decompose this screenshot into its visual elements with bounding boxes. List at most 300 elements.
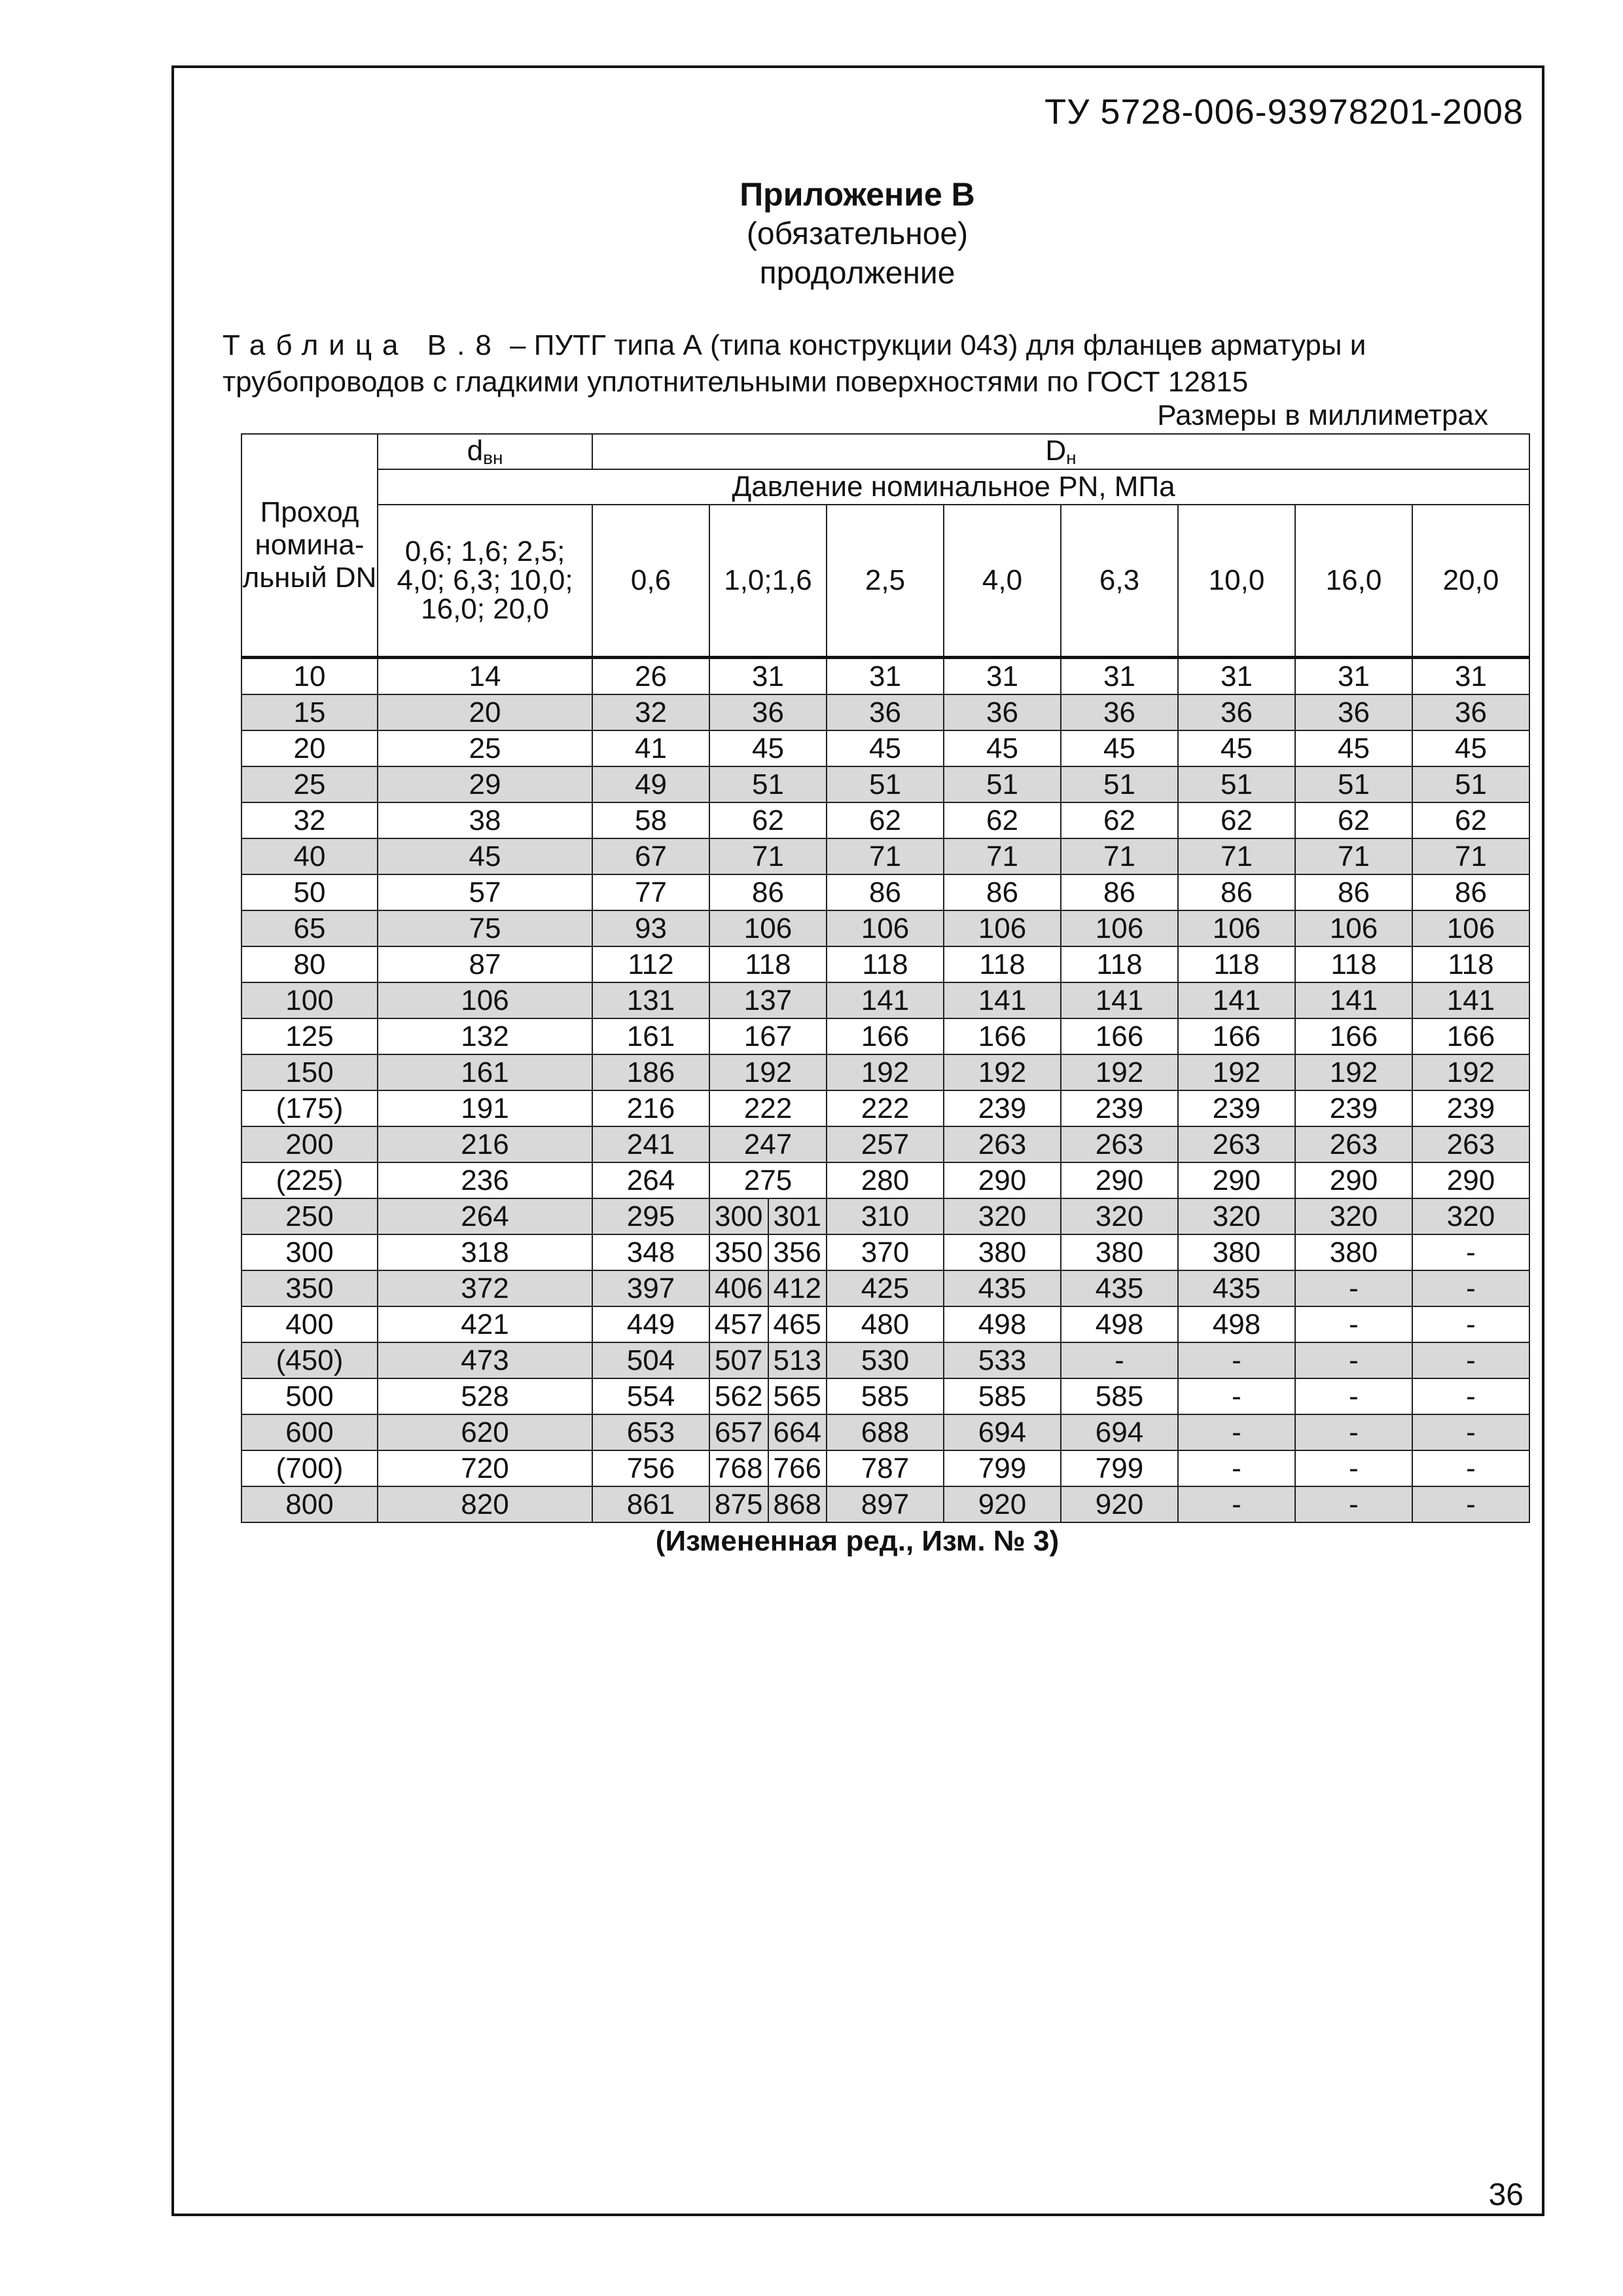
table-cell: (175) [241, 1090, 378, 1126]
table-cell: - [1178, 1414, 1295, 1450]
table-cell: 118 [1295, 946, 1412, 982]
page-number: 36 [1488, 2178, 1524, 2212]
table-cell: 504 [592, 1342, 709, 1378]
header-pn: 4,0 [944, 505, 1061, 658]
table-row [241, 1126, 1529, 1162]
units-note: Размеры в миллиметрах [1157, 399, 1488, 431]
table-cell: 62 [1178, 802, 1295, 838]
header-dn: Проход номина-льный DN [241, 434, 378, 658]
table-cell: 192 [827, 1054, 944, 1090]
table-cell: 150 [241, 1054, 378, 1090]
table-cell: 820 [378, 1486, 592, 1522]
split-cell-value: 457 [710, 1307, 769, 1342]
table-row [241, 1234, 1529, 1270]
split-cell [710, 1271, 826, 1306]
table-cell: 87 [378, 946, 592, 982]
table-cell: 86 [1412, 874, 1529, 910]
table-cell: 799 [1061, 1450, 1178, 1486]
table-cell: - [1295, 1378, 1412, 1414]
table-cell: 65 [241, 910, 378, 946]
table-cell: 29 [378, 766, 592, 802]
table-cell: 920 [944, 1486, 1061, 1522]
table-cell: 530 [827, 1342, 944, 1378]
table-cell: 320 [1061, 1198, 1178, 1234]
table-cell: 421 [378, 1306, 592, 1342]
table-cell: 118 [1178, 946, 1295, 982]
table-cell: 372 [378, 1270, 592, 1306]
table-cell: 694 [944, 1414, 1061, 1450]
table-cell: 41 [592, 730, 709, 766]
table-cell: 350 [241, 1270, 378, 1306]
table-cell: 166 [1295, 1018, 1412, 1054]
table-cell: 318 [378, 1234, 592, 1270]
table-cell: 62 [944, 802, 1061, 838]
table-cell: 320 [1412, 1198, 1529, 1234]
table-cell [709, 1198, 827, 1234]
header-pn: 0,6 [592, 505, 709, 658]
header-pn: 6,3 [1061, 505, 1178, 658]
table-cell: 125 [241, 1018, 378, 1054]
table-cell: 192 [944, 1054, 1061, 1090]
table-cell [709, 1486, 827, 1522]
table-cell: 192 [1295, 1054, 1412, 1090]
table-cell: 166 [827, 1018, 944, 1054]
table-cell: 191 [378, 1090, 592, 1126]
document-code: ТУ 5728-006-93978201-2008 [1044, 92, 1524, 132]
table-cell: 192 [709, 1054, 827, 1090]
table-cell: 31 [827, 658, 944, 695]
table-cell: 585 [827, 1378, 944, 1414]
table-cell: 167 [709, 1018, 827, 1054]
table-cell: 528 [378, 1378, 592, 1414]
table-cell [709, 1450, 827, 1486]
table-cell: 380 [944, 1234, 1061, 1270]
table-cell: 897 [827, 1486, 944, 1522]
table-cell: 86 [944, 874, 1061, 910]
table-cell: 186 [592, 1054, 709, 1090]
table-cell: 166 [1178, 1018, 1295, 1054]
table-cell: 51 [1178, 766, 1295, 802]
header-dvn-main: d [467, 435, 484, 467]
table-cell: - [1412, 1486, 1529, 1522]
table-cell: (700) [241, 1450, 378, 1486]
header-dvn [378, 434, 592, 469]
table-cell: (225) [241, 1162, 378, 1198]
table-cell: 14 [378, 658, 592, 695]
table-cell: 500 [241, 1378, 378, 1414]
table-cell: - [1412, 1450, 1529, 1486]
table-cell: 290 [1412, 1162, 1529, 1198]
table-cell: 36 [827, 694, 944, 730]
table-cell: 239 [1178, 1090, 1295, 1126]
table-cell: 51 [709, 766, 827, 802]
table-cell: 45 [1061, 730, 1178, 766]
table-body [241, 658, 1529, 1523]
table-cell: 756 [592, 1450, 709, 1486]
table-cell: 106 [944, 910, 1061, 946]
table-title: – ПУТГ типа А (типа конструкции 043) для фланцев арматуры и трубопроводов с гладкими уплотнительными поверхностями по ГОСТ 12815 [223, 329, 1366, 398]
split-cell-value: 562 [710, 1379, 769, 1414]
table-row [241, 1162, 1529, 1198]
split-cell-value: 513 [773, 1344, 821, 1376]
table-cell: 295 [592, 1198, 709, 1234]
table-cell: 533 [944, 1342, 1061, 1378]
table-cell: 67 [592, 838, 709, 874]
table-row [241, 1306, 1529, 1342]
table-cell: 58 [592, 802, 709, 838]
table-cell: 32 [592, 694, 709, 730]
header-dn-outer-sub: н [1066, 448, 1077, 468]
table-cell: 280 [827, 1162, 944, 1198]
header-pn: 1,0;1,6 [709, 505, 827, 658]
table-cell: 20 [378, 694, 592, 730]
table-cell: 787 [827, 1450, 944, 1486]
table-row [241, 1018, 1529, 1054]
table-row [241, 910, 1529, 946]
table-cell: 310 [827, 1198, 944, 1234]
table-row [241, 982, 1529, 1018]
table-cell: 264 [378, 1198, 592, 1234]
split-cell-value: 350 [710, 1235, 769, 1270]
table-row [241, 1198, 1529, 1234]
table-cell: 51 [827, 766, 944, 802]
table-cell: - [1295, 1342, 1412, 1378]
table-cell: 31 [1178, 658, 1295, 695]
table-cell: 45 [378, 838, 592, 874]
table-cell: 45 [1295, 730, 1412, 766]
table-cell: 620 [378, 1414, 592, 1450]
table-cell: 400 [241, 1306, 378, 1342]
table-cell: 435 [944, 1270, 1061, 1306]
table-cell: 71 [944, 838, 1061, 874]
table-cell: 36 [944, 694, 1061, 730]
table-cell: 800 [241, 1486, 378, 1522]
table-cell: 498 [1061, 1306, 1178, 1342]
table-cell: 49 [592, 766, 709, 802]
table-cell: 80 [241, 946, 378, 982]
table-row [241, 1270, 1529, 1306]
table-cell: 250 [241, 1198, 378, 1234]
table-row [241, 694, 1529, 730]
table-cell: (450) [241, 1342, 378, 1378]
table-cell: 51 [1295, 766, 1412, 802]
table-cell: 290 [1295, 1162, 1412, 1198]
table-cell: 118 [1412, 946, 1529, 982]
split-cell-value: 507 [710, 1343, 769, 1378]
split-cell-value: 412 [773, 1272, 821, 1304]
table-cell: 600 [241, 1414, 378, 1450]
table-cell: 141 [1412, 982, 1529, 1018]
table-cell: 166 [1061, 1018, 1178, 1054]
table-cell: 45 [827, 730, 944, 766]
split-cell-value: 766 [773, 1452, 821, 1484]
table-cell: - [1178, 1342, 1295, 1378]
table-cell: 31 [1061, 658, 1178, 695]
table-cell: - [1295, 1306, 1412, 1342]
table-cell: 290 [1061, 1162, 1178, 1198]
table-cell: 257 [827, 1126, 944, 1162]
table-cell: 62 [1412, 802, 1529, 838]
table-cell: 31 [1295, 658, 1412, 695]
gasket-table [241, 433, 1530, 1523]
table-cell: 45 [1412, 730, 1529, 766]
table-cell: 161 [592, 1018, 709, 1054]
table-cell: 290 [1178, 1162, 1295, 1198]
split-cell-value: 465 [773, 1308, 821, 1340]
table-cell: 264 [592, 1162, 709, 1198]
split-cell [710, 1199, 826, 1234]
table-cell: 222 [709, 1090, 827, 1126]
split-cell [710, 1307, 826, 1342]
table-cell: 131 [592, 982, 709, 1018]
table-cell: - [1412, 1414, 1529, 1450]
table-caption [223, 327, 1499, 401]
table-cell: 449 [592, 1306, 709, 1342]
table-cell: 263 [1412, 1126, 1529, 1162]
table-cell: - [1295, 1414, 1412, 1450]
table-cell: 247 [709, 1126, 827, 1162]
table-cell: 380 [1178, 1234, 1295, 1270]
table-cell: 20 [241, 730, 378, 766]
split-cell-value: 664 [773, 1416, 821, 1448]
appendix-status: (обязательное) [746, 217, 969, 251]
table-cell: 694 [1061, 1414, 1178, 1450]
table-cell: 300 [241, 1234, 378, 1270]
table-cell: - [1295, 1270, 1412, 1306]
appendix-continuation: продолжение [759, 256, 955, 291]
table-row [241, 802, 1529, 838]
table-cell: 192 [1412, 1054, 1529, 1090]
table-cell: 275 [709, 1162, 827, 1198]
table-cell: 435 [1178, 1270, 1295, 1306]
table-cell: 799 [944, 1450, 1061, 1486]
table-cell: 585 [944, 1378, 1061, 1414]
header-pressure: Давление номинальное PN, МПа [378, 469, 1529, 505]
split-cell-value: 301 [773, 1200, 821, 1232]
table-cell: 141 [1178, 982, 1295, 1018]
table-cell: 166 [944, 1018, 1061, 1054]
table-cell: 71 [1061, 838, 1178, 874]
table-cell: 263 [1295, 1126, 1412, 1162]
table-cell [709, 1378, 827, 1414]
table-cell: 132 [378, 1018, 592, 1054]
table-cell: 239 [1061, 1090, 1178, 1126]
header-dn-outer [592, 434, 1529, 469]
table-cell: 93 [592, 910, 709, 946]
table-cell: 25 [241, 766, 378, 802]
table-cell: - [1412, 1378, 1529, 1414]
table-cell: 239 [944, 1090, 1061, 1126]
table-cell: 118 [827, 946, 944, 982]
table-cell: 62 [1295, 802, 1412, 838]
split-cell-value: 406 [710, 1271, 769, 1306]
header-pn: 20,0 [1412, 505, 1529, 658]
split-cell [710, 1415, 826, 1450]
table-cell: 106 [1295, 910, 1412, 946]
table-cell [709, 1306, 827, 1342]
table-cell: 425 [827, 1270, 944, 1306]
table-cell: 71 [1178, 838, 1295, 874]
table-cell: - [1412, 1270, 1529, 1306]
table-row [241, 1378, 1529, 1414]
table-cell: 320 [1178, 1198, 1295, 1234]
table-cell: 45 [944, 730, 1061, 766]
table-cell: 40 [241, 838, 378, 874]
table-cell: 86 [1178, 874, 1295, 910]
table-cell: 200 [241, 1126, 378, 1162]
table-cell: 554 [592, 1378, 709, 1414]
table-cell: 36 [1295, 694, 1412, 730]
table-cell: 118 [1061, 946, 1178, 982]
table-cell: 51 [1412, 766, 1529, 802]
table-row [241, 1414, 1529, 1450]
table-cell: 75 [378, 910, 592, 946]
table-cell: - [1295, 1450, 1412, 1486]
table-cell: 222 [827, 1090, 944, 1126]
table-cell: 141 [1295, 982, 1412, 1018]
table-cell: 31 [944, 658, 1061, 695]
table-cell: 32 [241, 802, 378, 838]
table-cell: 26 [592, 658, 709, 695]
table-cell: 216 [592, 1090, 709, 1126]
table-row [241, 946, 1529, 982]
table-cell: - [1412, 1342, 1529, 1378]
table-row [241, 1486, 1529, 1522]
table-cell: 118 [944, 946, 1061, 982]
table-cell: 106 [1412, 910, 1529, 946]
table-cell: 480 [827, 1306, 944, 1342]
table-cell: 397 [592, 1270, 709, 1306]
split-cell-value: 875 [710, 1487, 769, 1522]
table-cell: 51 [944, 766, 1061, 802]
table-cell: 106 [378, 982, 592, 1018]
table-cell: 71 [827, 838, 944, 874]
table-row [241, 730, 1529, 766]
table-cell: 36 [709, 694, 827, 730]
table-cell: 216 [378, 1126, 592, 1162]
table-cell [709, 1234, 827, 1270]
table-cell: - [1061, 1342, 1178, 1378]
header-dvn-pressures: 0,6; 1,6; 2,5; 4,0; 6,3; 10,0; 16,0; 20,0 [378, 505, 592, 658]
split-cell [710, 1451, 826, 1486]
table-cell: 192 [1061, 1054, 1178, 1090]
table-cell: 320 [1295, 1198, 1412, 1234]
table-cell: 653 [592, 1414, 709, 1450]
table-cell: 62 [827, 802, 944, 838]
table-cell [709, 1342, 827, 1378]
table-row [241, 1090, 1529, 1126]
table-cell: 320 [944, 1198, 1061, 1234]
change-note: (Измененная ред., Изм. № 3) [655, 1525, 1060, 1557]
table-cell: 106 [709, 910, 827, 946]
table-cell: 161 [378, 1054, 592, 1090]
table-label: Таблица В.8 [223, 329, 502, 361]
split-cell-value: 565 [773, 1380, 821, 1412]
header-dn-outer-main: D [1045, 435, 1067, 467]
split-cell [710, 1379, 826, 1414]
table-row [241, 1054, 1529, 1090]
header-dvn-sub: вн [483, 448, 503, 468]
table-cell: 473 [378, 1342, 592, 1378]
header-pn: 10,0 [1178, 505, 1295, 658]
table-cell: 861 [592, 1486, 709, 1522]
table-cell: 10 [241, 658, 378, 695]
table-cell: 920 [1061, 1486, 1178, 1522]
table-cell: 118 [709, 946, 827, 982]
table-cell: 137 [709, 982, 827, 1018]
table-cell: 435 [1061, 1270, 1178, 1306]
split-cell [710, 1235, 826, 1270]
table-cell: 290 [944, 1162, 1061, 1198]
table-cell: 141 [1061, 982, 1178, 1018]
table-cell: 86 [1295, 874, 1412, 910]
split-cell-value: 768 [710, 1451, 769, 1486]
table-cell: 241 [592, 1126, 709, 1162]
table-cell: 263 [1061, 1126, 1178, 1162]
table-cell: 141 [827, 982, 944, 1018]
table-cell: 498 [1178, 1306, 1295, 1342]
table-cell: 688 [827, 1414, 944, 1450]
table-cell: 45 [709, 730, 827, 766]
table-cell: 50 [241, 874, 378, 910]
table-cell: 106 [1178, 910, 1295, 946]
table-cell [709, 1270, 827, 1306]
table-cell: 71 [1412, 838, 1529, 874]
table-cell: 166 [1412, 1018, 1529, 1054]
table-cell: 141 [944, 982, 1061, 1018]
table-cell: 192 [1178, 1054, 1295, 1090]
header-pn: 2,5 [827, 505, 944, 658]
table-cell: - [1178, 1450, 1295, 1486]
table-row [241, 1450, 1529, 1486]
appendix-title: Приложение В [740, 176, 975, 213]
table-cell: 15 [241, 694, 378, 730]
table-cell: 380 [1295, 1234, 1412, 1270]
table-cell: 106 [1061, 910, 1178, 946]
table-cell: 71 [709, 838, 827, 874]
table-cell: 380 [1061, 1234, 1178, 1270]
table-cell: 100 [241, 982, 378, 1018]
table-cell: 498 [944, 1306, 1061, 1342]
split-cell-value: 868 [773, 1488, 821, 1520]
table-cell: - [1412, 1306, 1529, 1342]
table-cell: 62 [709, 802, 827, 838]
split-cell-value: 356 [773, 1236, 821, 1268]
table-cell: 239 [1295, 1090, 1412, 1126]
table-cell: 585 [1061, 1378, 1178, 1414]
table-cell: 25 [378, 730, 592, 766]
split-cell-value: 657 [710, 1415, 769, 1450]
table-cell: 71 [1295, 838, 1412, 874]
table-cell: - [1412, 1234, 1529, 1270]
table-row [241, 838, 1529, 874]
table-cell: 86 [1061, 874, 1178, 910]
table-cell: 348 [592, 1234, 709, 1270]
table-cell: 45 [1178, 730, 1295, 766]
table-cell: 62 [1061, 802, 1178, 838]
table-cell [709, 1414, 827, 1450]
table-cell: - [1178, 1378, 1295, 1414]
table-cell: 263 [1178, 1126, 1295, 1162]
table-cell: 36 [1061, 694, 1178, 730]
table-cell: 36 [1412, 694, 1529, 730]
split-cell [710, 1343, 826, 1378]
table-row [241, 658, 1529, 695]
table-row [241, 766, 1529, 802]
table-cell: 106 [827, 910, 944, 946]
table-row [241, 1342, 1529, 1378]
table-cell: 236 [378, 1162, 592, 1198]
